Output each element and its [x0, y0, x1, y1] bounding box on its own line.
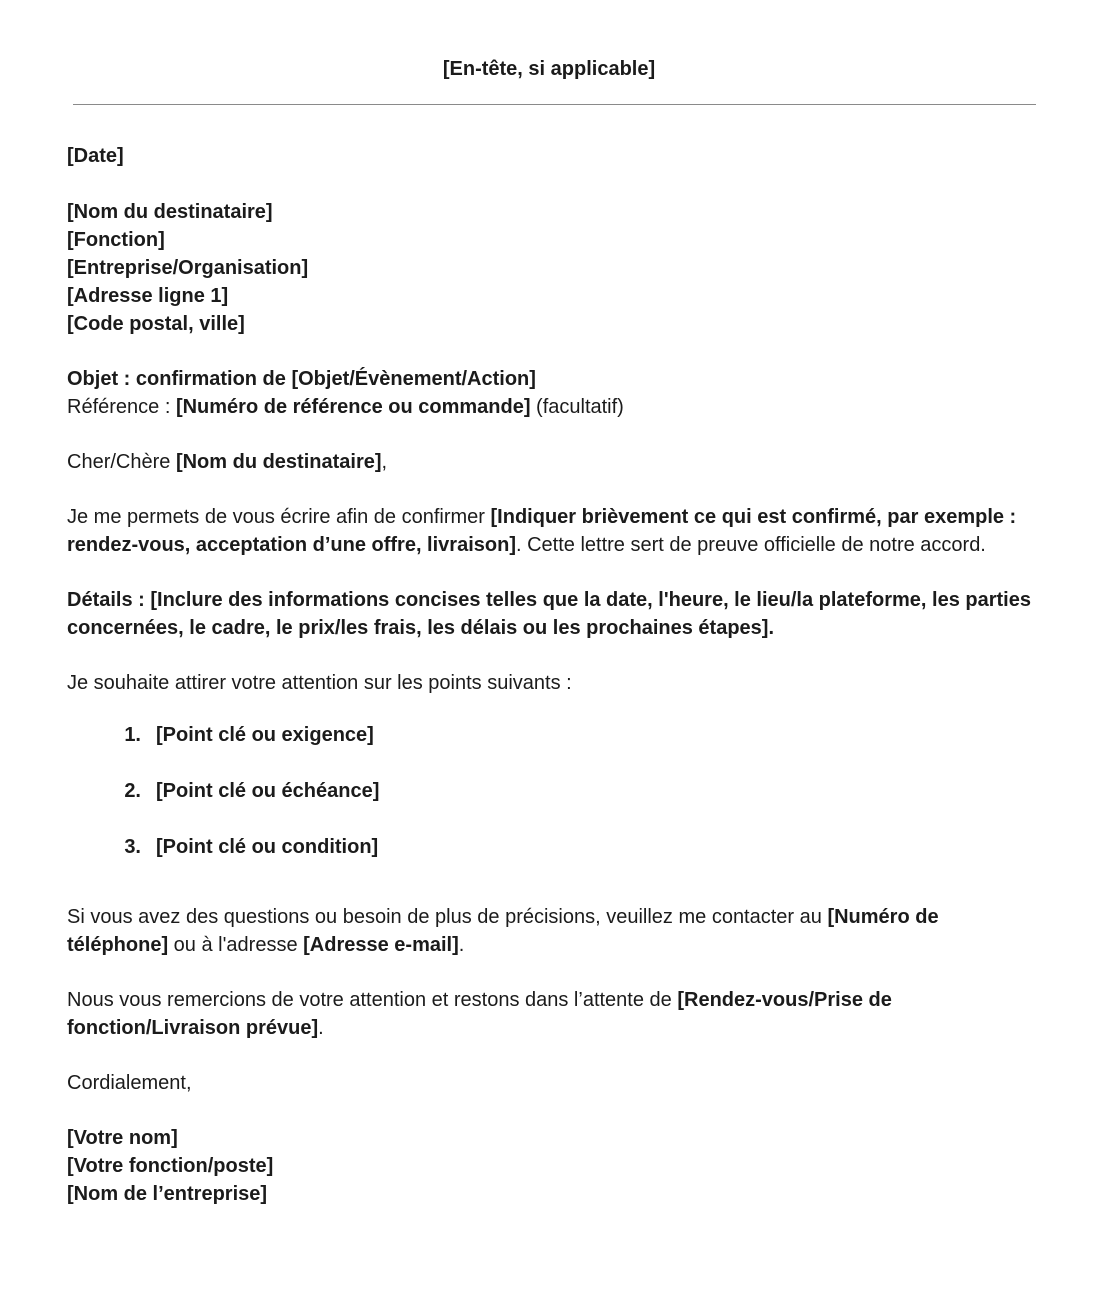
list-item — [67, 833, 1037, 861]
intro-bold: [Indiquer brièvement ce qui est confirmé, par exemple : rendez-vous, acceptation d’une offre, livraison] — [67, 506, 1017, 556]
list-item-text: [Point clé ou échéance] — [156, 780, 380, 802]
recipient-address: [Adresse ligne 1] — [67, 285, 229, 307]
list-item — [67, 777, 1037, 805]
reference-line — [67, 393, 1037, 421]
contact-middle: ou à l'adresse — [168, 934, 304, 956]
recipient-function: [Fonction] — [67, 229, 165, 251]
salutation-suffix: , — [381, 451, 388, 473]
letter-date: [Date] — [67, 145, 124, 167]
recipient-block — [67, 198, 1037, 338]
closing-prefix: Nous vous remercions de votre attention et restons dans l’attente de — [67, 989, 678, 1011]
salutation-prefix: Cher/Chère — [67, 451, 176, 473]
reference-label: Référence : — [67, 396, 176, 418]
contact-paragraph — [67, 903, 1037, 959]
list-item-text: [Point clé ou condition] — [156, 836, 379, 858]
contact-suffix: . — [458, 934, 465, 956]
subject-block — [67, 365, 1037, 421]
closing-bold: [Rendez-vous/Prise de fonction/Livraison prévue] — [67, 989, 892, 1039]
header-divider — [73, 104, 1036, 105]
signature-block — [67, 1124, 1037, 1208]
letter-body — [67, 142, 1037, 1208]
letter-header: [En-tête, si applicable] — [442, 58, 656, 80]
points-intro: Je souhaite attirer votre attention sur les points suivants : — [67, 672, 572, 694]
contact-phone: [Numéro de téléphone] — [67, 906, 939, 956]
list-item-text: [Point clé ou exigence] — [156, 724, 374, 746]
intro-suffix: . Cette lettre sert de preuve officielle de notre accord. — [515, 534, 986, 556]
signature-company: [Nom de l’entreprise] — [67, 1183, 268, 1205]
list-item-number: 3. — [124, 836, 141, 858]
intro-paragraph — [67, 503, 1037, 559]
list-item-number: 2. — [124, 780, 141, 802]
signature-name: [Votre nom] — [67, 1127, 178, 1149]
list-item-number: 1. — [124, 724, 141, 746]
subject-line: Objet : confirmation de [Objet/Évènement/Action] — [67, 368, 536, 390]
reference-suffix: (facultatif) — [530, 396, 624, 418]
salutation-name: [Nom du destinataire] — [175, 451, 382, 473]
contact-prefix: Si vous avez des questions ou besoin de plus de précisions, veuillez me contacter au — [67, 906, 828, 928]
closing-paragraph — [67, 986, 1037, 1042]
closing-suffix: . — [318, 1017, 324, 1039]
reference-value: [Numéro de référence ou commande] — [175, 396, 531, 418]
intro-prefix: Je me permets de vous écrire afin de confirmer — [67, 506, 491, 528]
details-paragraph: Détails : [Inclure des informations concises telles que la date, l'heure, le lieu/la plateforme, les parties concernées, le cadre, le prix/les frais, les délais ou les prochaines étapes]. — [67, 589, 1031, 639]
contact-email: [Adresse e-mail] — [303, 934, 459, 956]
salutation — [67, 448, 1037, 476]
key-points-list — [67, 721, 1037, 861]
signature-position: [Votre fonction/poste] — [67, 1155, 274, 1177]
list-item — [67, 721, 1037, 749]
closing-salutation: Cordialement, — [67, 1072, 192, 1094]
recipient-city: [Code postal, ville] — [67, 313, 245, 335]
recipient-company: [Entreprise/Organisation] — [67, 257, 309, 279]
recipient-name: [Nom du destinataire] — [67, 201, 273, 223]
